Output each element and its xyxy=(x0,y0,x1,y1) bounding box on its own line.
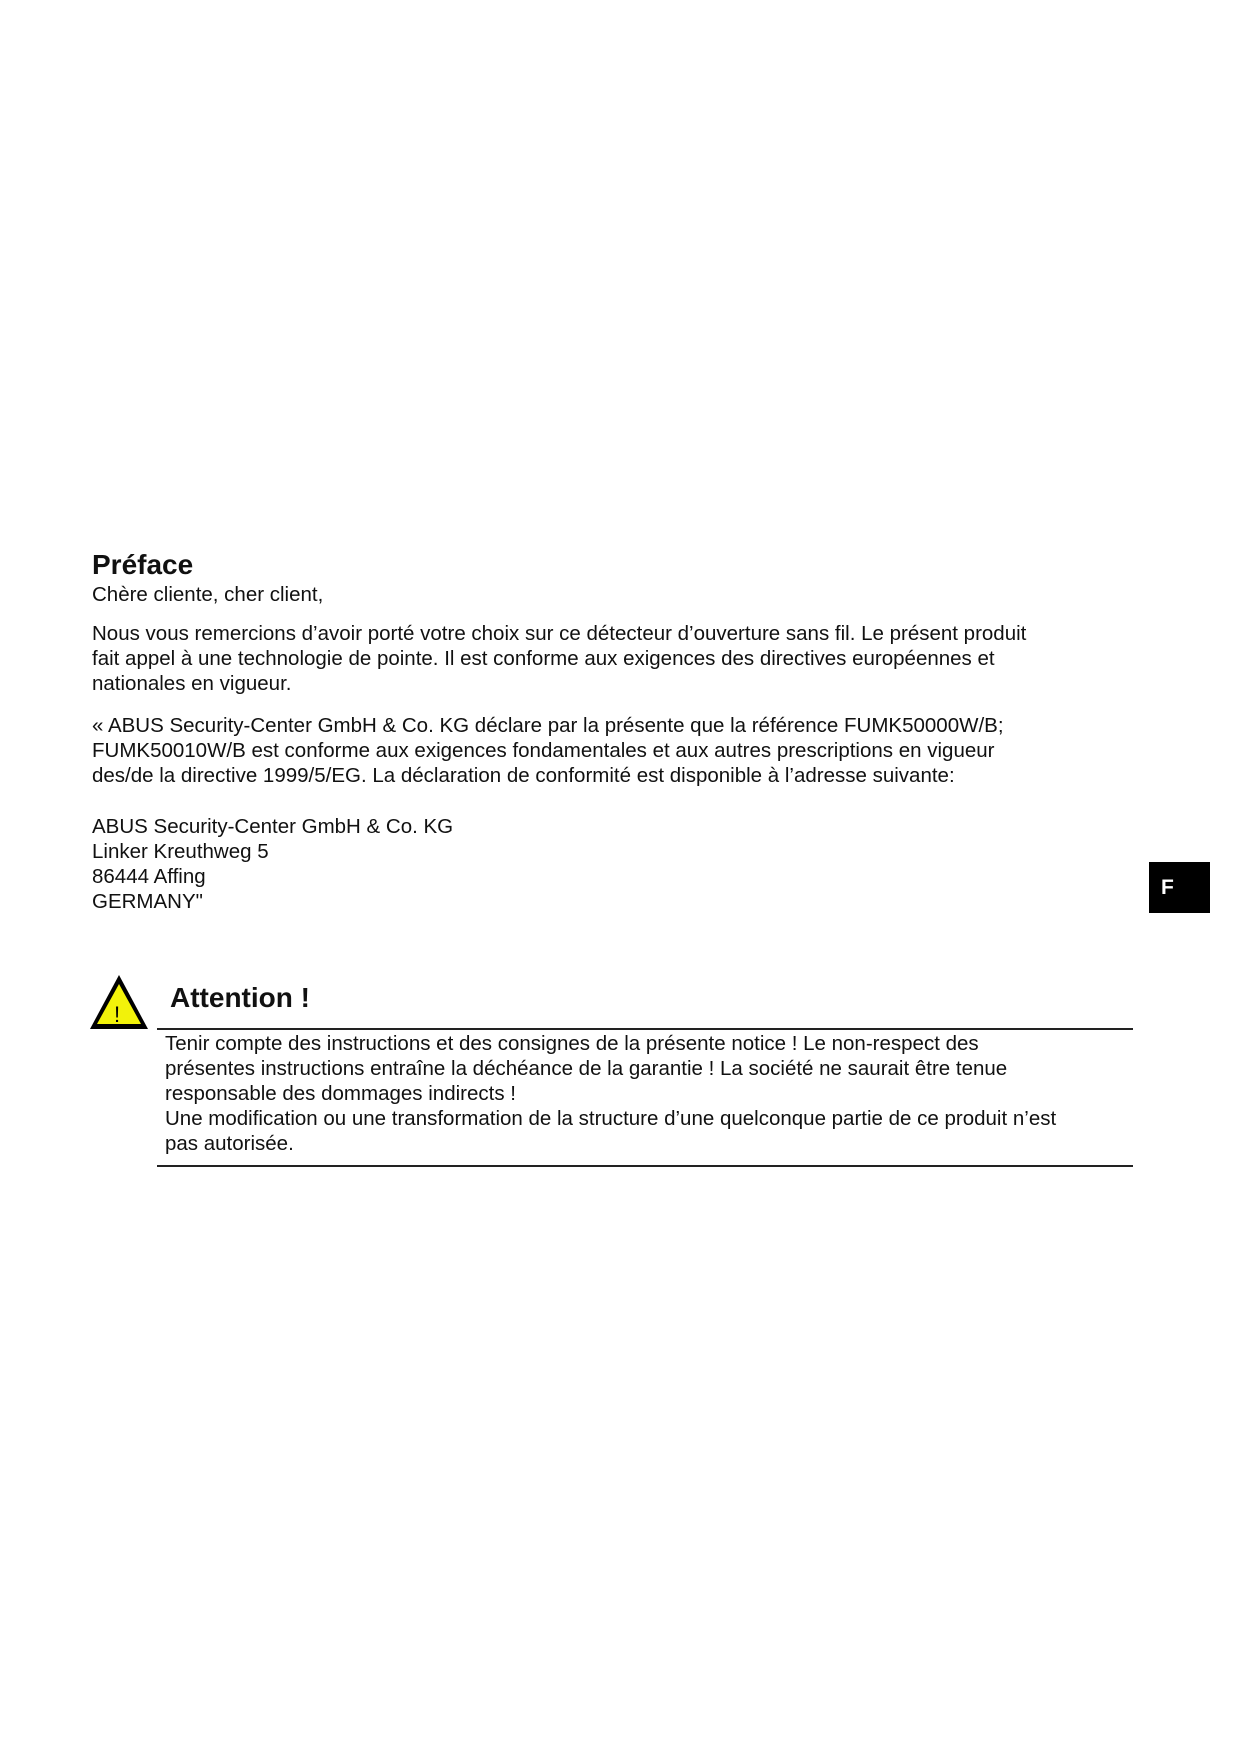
intro-line: fait appel à une technologie de pointe. Il est conforme aux exigences des directives européennes et xyxy=(92,647,995,670)
intro-line: nationales en vigueur. xyxy=(92,672,292,695)
greeting: Chère cliente, cher client, xyxy=(92,583,324,606)
attention-body xyxy=(165,1031,1125,1156)
intro-paragraph xyxy=(92,621,1102,696)
warning-mark: ! xyxy=(113,1002,121,1027)
declaration-paragraph xyxy=(92,713,1102,788)
language-tab xyxy=(1149,862,1210,913)
attention-line: Tenir compte des instructions et des consignes de la présente notice ! Le non-respect des xyxy=(165,1032,979,1055)
attention-line: pas autorisée. xyxy=(165,1132,294,1155)
address-line: GERMANY" xyxy=(92,890,203,913)
address-block xyxy=(92,814,1102,914)
address-line: ABUS Security-Center GmbH & Co. KG xyxy=(92,815,454,838)
attention-title: Attention ! xyxy=(170,982,310,1013)
declaration-line: FUMK50010W/B est conforme aux exigences fondamentales et aux autres prescriptions en vigueur xyxy=(92,739,995,762)
attention-line: Une modification ou une transformation de la structure d’une quelconque partie de ce produit n’est xyxy=(165,1107,1057,1130)
warning-triangle-icon xyxy=(87,972,151,1032)
preface-section xyxy=(92,548,1102,914)
preface-title: Préface xyxy=(92,549,194,580)
declaration-line: « ABUS Security-Center GmbH & Co. KG déclare par la présente que la référence FUMK50000W/B; xyxy=(92,714,1004,737)
attention-line: responsable des dommages indirects ! xyxy=(165,1082,516,1105)
intro-line: Nous vous remercions d’avoir porté votre choix sur ce détecteur d’ouverture sans fil. Le présent produit xyxy=(92,622,1027,645)
attention-rule-top xyxy=(157,1028,1133,1030)
language-tab-label: F xyxy=(1161,875,1174,899)
attention-line: présentes instructions entraîne la déchéance de la garantie ! La société ne saurait être tenue xyxy=(165,1057,1008,1080)
attention-rule-bottom xyxy=(157,1165,1133,1167)
address-line: Linker Kreuthweg 5 xyxy=(92,840,269,863)
declaration-line: des/de la directive 1999/5/EG. La déclaration de conformité est disponible à l’adresse suivante: xyxy=(92,764,955,787)
address-line: 86444 Affing xyxy=(92,865,206,888)
